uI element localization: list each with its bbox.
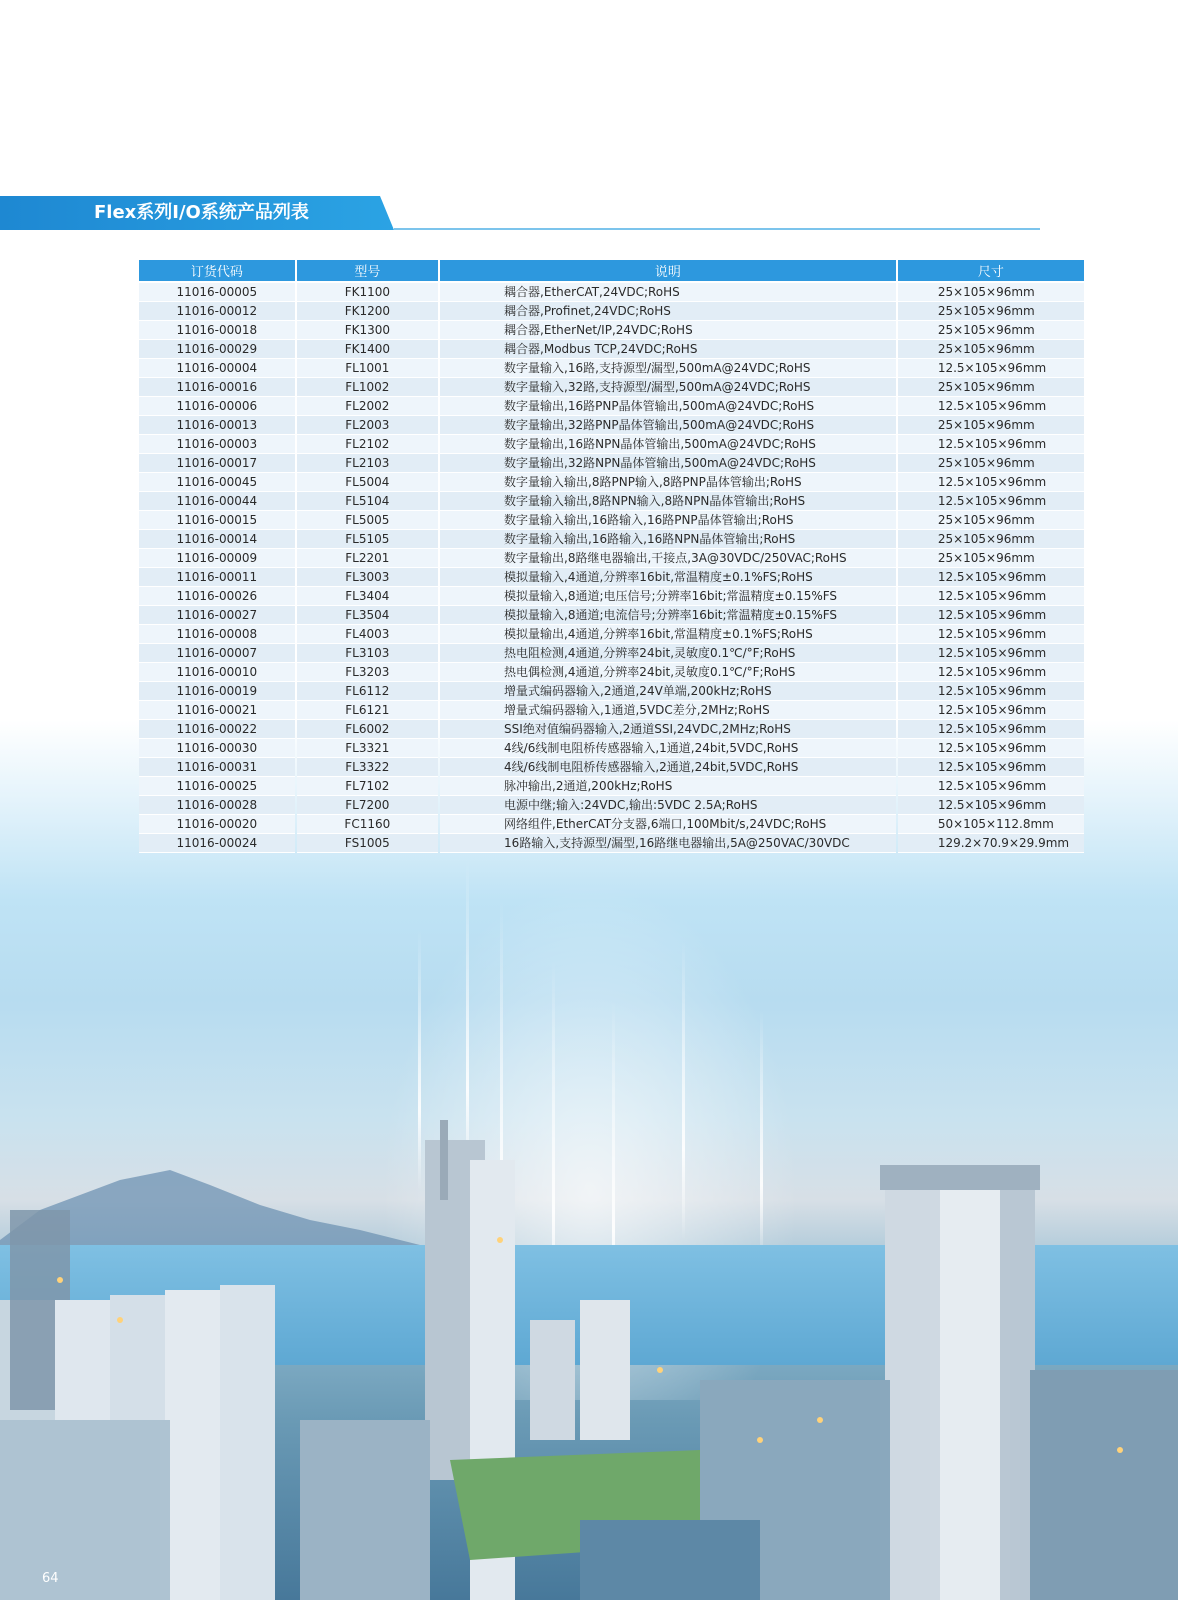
cell-order-code: 11016-00030: [139, 739, 295, 758]
cell-model: FL3322: [297, 758, 438, 777]
cell-order-code: 11016-00013: [139, 416, 295, 435]
cell-size: 12.5×105×96mm: [898, 435, 1084, 454]
cell-description: 耦合器,Modbus TCP,24VDC;RoHS: [440, 340, 896, 359]
cell-size: 12.5×105×96mm: [898, 720, 1084, 739]
table-row: [139, 758, 1084, 777]
cell-description: 耦合器,EtherNet/IP,24VDC;RoHS: [440, 321, 896, 340]
table-row: [139, 549, 1084, 568]
cell-description: 16路输入,支持源型/漏型,16路继电器输出,5A@250VAC/30VDC: [440, 834, 896, 853]
cell-description: 数字量输入输出,16路输入,16路NPN晶体管输出;RoHS: [440, 530, 896, 549]
cell-size: 25×105×96mm: [898, 283, 1084, 302]
cell-model: FL2201: [297, 549, 438, 568]
table-row: [139, 283, 1084, 302]
cell-order-code: 11016-00010: [139, 663, 295, 682]
cell-order-code: 11016-00021: [139, 701, 295, 720]
page-number: 64: [42, 1571, 59, 1586]
table-row: [139, 454, 1084, 473]
cell-order-code: 11016-00005: [139, 283, 295, 302]
cell-order-code: 11016-00027: [139, 606, 295, 625]
table-row: [139, 302, 1084, 321]
cell-model: FL2002: [297, 397, 438, 416]
cell-size: 25×105×96mm: [898, 321, 1084, 340]
cell-description: 4线/6线制电阻桥传感器输入,2通道,24bit,5VDC,RoHS: [440, 758, 896, 777]
cell-order-code: 11016-00009: [139, 549, 295, 568]
cell-model: FL1001: [297, 359, 438, 378]
cell-size: 12.5×105×96mm: [898, 739, 1084, 758]
cell-model: FL5005: [297, 511, 438, 530]
table-row: [139, 416, 1084, 435]
cell-order-code: 11016-00008: [139, 625, 295, 644]
cell-order-code: 11016-00022: [139, 720, 295, 739]
cell-size: 12.5×105×96mm: [898, 682, 1084, 701]
cell-order-code: 11016-00012: [139, 302, 295, 321]
cell-description: 脉冲输出,2通道,200kHz;RoHS: [440, 777, 896, 796]
cell-size: 12.5×105×96mm: [898, 473, 1084, 492]
cell-model: FL5104: [297, 492, 438, 511]
cell-size: 25×105×96mm: [898, 530, 1084, 549]
table-row: [139, 587, 1084, 606]
cell-model: FL6121: [297, 701, 438, 720]
cell-size: 25×105×96mm: [898, 511, 1084, 530]
cell-model: FS1005: [297, 834, 438, 853]
cell-description: 数字量输出,16路PNP晶体管输出,500mA@24VDC;RoHS: [440, 397, 896, 416]
cell-description: 热电阻检测,4通道,分辨率24bit,灵敏度0.1℃/°F;RoHS: [440, 644, 896, 663]
cell-size: 25×105×96mm: [898, 416, 1084, 435]
table-row: [139, 606, 1084, 625]
table-row: [139, 777, 1084, 796]
cell-description: 数字量输出,8路继电器输出,干接点,3A@30VDC/250VAC;RoHS: [440, 549, 896, 568]
cell-description: 网络组件,EtherCAT分支器,6端口,100Mbit/s,24VDC;RoHS: [440, 815, 896, 834]
cell-order-code: 11016-00015: [139, 511, 295, 530]
cell-model: FL2003: [297, 416, 438, 435]
header-order-code: 订货代码: [139, 260, 295, 283]
cell-model: FL3321: [297, 739, 438, 758]
cell-size: 12.5×105×96mm: [898, 796, 1084, 815]
table-row: [139, 568, 1084, 587]
cell-description: 电源中继;输入:24VDC,输出:5VDC 2.5A;RoHS: [440, 796, 896, 815]
cell-model: FL2103: [297, 454, 438, 473]
cell-order-code: 11016-00018: [139, 321, 295, 340]
product-list-table: [137, 260, 1086, 853]
cell-order-code: 11016-00019: [139, 682, 295, 701]
cell-model: FL2102: [297, 435, 438, 454]
cell-description: 模拟量输入,4通道,分辨率16bit,常温精度±0.1%FS;RoHS: [440, 568, 896, 587]
cell-order-code: 11016-00028: [139, 796, 295, 815]
cell-description: 增量式编码器输入,2通道,24V单端,200kHz;RoHS: [440, 682, 896, 701]
header-model: 型号: [297, 260, 438, 283]
industrial-plant-image: [0, 1120, 1178, 1600]
cell-model: FL1002: [297, 378, 438, 397]
table-row: [139, 473, 1084, 492]
table-row: [139, 796, 1084, 815]
table-row: [139, 834, 1084, 853]
cell-description: 数字量输出,32路PNP晶体管输出,500mA@24VDC;RoHS: [440, 416, 896, 435]
cell-size: 12.5×105×96mm: [898, 492, 1084, 511]
cell-size: 12.5×105×96mm: [898, 606, 1084, 625]
cell-model: FL4003: [297, 625, 438, 644]
cell-size: 12.5×105×96mm: [898, 644, 1084, 663]
cell-description: 耦合器,Profinet,24VDC;RoHS: [440, 302, 896, 321]
cell-size: 25×105×96mm: [898, 378, 1084, 397]
table-row: [139, 663, 1084, 682]
cell-description: 数字量输入输出,8路NPN输入,8路NPN晶体管输出;RoHS: [440, 492, 896, 511]
cell-model: FL7200: [297, 796, 438, 815]
cell-order-code: 11016-00020: [139, 815, 295, 834]
table-row: [139, 397, 1084, 416]
cell-size: 12.5×105×96mm: [898, 663, 1084, 682]
cell-model: FL5004: [297, 473, 438, 492]
cell-size: 12.5×105×96mm: [898, 359, 1084, 378]
table-row: [139, 340, 1084, 359]
cell-order-code: 11016-00017: [139, 454, 295, 473]
cell-size: 25×105×96mm: [898, 340, 1084, 359]
cell-order-code: 11016-00014: [139, 530, 295, 549]
cell-order-code: 11016-00006: [139, 397, 295, 416]
cell-model: FC1160: [297, 815, 438, 834]
table-row: [139, 511, 1084, 530]
cell-order-code: 11016-00011: [139, 568, 295, 587]
header-size: 尺寸: [898, 260, 1084, 283]
table-row: [139, 720, 1084, 739]
cell-description: 模拟量输入,8通道;电压信号;分辨率16bit;常温精度±0.15%FS: [440, 587, 896, 606]
cell-description: 数字量输出,16路NPN晶体管输出,500mA@24VDC;RoHS: [440, 435, 896, 454]
cell-size: 12.5×105×96mm: [898, 397, 1084, 416]
cell-model: FK1200: [297, 302, 438, 321]
cell-size: 12.5×105×96mm: [898, 568, 1084, 587]
cell-size: 50×105×112.8mm: [898, 815, 1084, 834]
cell-model: FL5105: [297, 530, 438, 549]
cell-description: 热电偶检测,4通道,分辨率24bit,灵敏度0.1℃/°F;RoHS: [440, 663, 896, 682]
cell-order-code: 11016-00003: [139, 435, 295, 454]
table-row: [139, 321, 1084, 340]
cell-description: 数字量输出,32路NPN晶体管输出,500mA@24VDC;RoHS: [440, 454, 896, 473]
cell-order-code: 11016-00004: [139, 359, 295, 378]
table-row: [139, 815, 1084, 834]
cell-size: 12.5×105×96mm: [898, 625, 1084, 644]
cell-size: 12.5×105×96mm: [898, 587, 1084, 606]
cell-model: FL7102: [297, 777, 438, 796]
table-row: [139, 644, 1084, 663]
table-row: [139, 739, 1084, 758]
cell-size: 129.2×70.9×29.9mm: [898, 834, 1084, 853]
cell-description: 模拟量输出,4通道,分辨率16bit,常温精度±0.1%FS;RoHS: [440, 625, 896, 644]
cell-model: FK1400: [297, 340, 438, 359]
cell-order-code: 11016-00029: [139, 340, 295, 359]
table-row: [139, 378, 1084, 397]
table-row: [139, 359, 1084, 378]
cell-order-code: 11016-00016: [139, 378, 295, 397]
cell-model: FL3203: [297, 663, 438, 682]
table-row: [139, 701, 1084, 720]
table-row: [139, 625, 1084, 644]
cell-order-code: 11016-00026: [139, 587, 295, 606]
cell-description: 4线/6线制电阻桥传感器输入,1通道,24bit,5VDC,RoHS: [440, 739, 896, 758]
table-header-row: [139, 260, 1084, 283]
cell-size: 12.5×105×96mm: [898, 758, 1084, 777]
cell-order-code: 11016-00024: [139, 834, 295, 853]
product-table: [139, 260, 1084, 853]
section-header-rule: [394, 228, 1040, 230]
cell-order-code: 11016-00045: [139, 473, 295, 492]
table-row: [139, 435, 1084, 454]
cell-size: 25×105×96mm: [898, 302, 1084, 321]
cell-description: 数字量输入,16路,支持源型/漏型,500mA@24VDC;RoHS: [440, 359, 896, 378]
table-row: [139, 530, 1084, 549]
cell-model: FL6002: [297, 720, 438, 739]
cell-model: FL3504: [297, 606, 438, 625]
cell-order-code: 11016-00044: [139, 492, 295, 511]
table-row: [139, 682, 1084, 701]
cell-size: 25×105×96mm: [898, 454, 1084, 473]
cell-model: FL6112: [297, 682, 438, 701]
cell-model: FK1300: [297, 321, 438, 340]
table-row: [139, 492, 1084, 511]
cell-description: 模拟量输入,8通道;电流信号;分辨率16bit;常温精度±0.15%FS: [440, 606, 896, 625]
cell-size: 12.5×105×96mm: [898, 701, 1084, 720]
cell-model: FK1100: [297, 283, 438, 302]
cell-description: SSI绝对值编码器输入,2通道SSI,24VDC,2MHz;RoHS: [440, 720, 896, 739]
cell-description: 数字量输入输出,16路输入,16路PNP晶体管输出;RoHS: [440, 511, 896, 530]
cell-description: 增量式编码器输入,1通道,5VDC差分,2MHz;RoHS: [440, 701, 896, 720]
cell-order-code: 11016-00025: [139, 777, 295, 796]
cell-model: FL3103: [297, 644, 438, 663]
section-title: Flex系列I/O系统产品列表: [94, 202, 309, 223]
cell-order-code: 11016-00007: [139, 644, 295, 663]
cell-description: 数字量输入,32路,支持源型/漏型,500mA@24VDC;RoHS: [440, 378, 896, 397]
header-description: 说明: [440, 260, 896, 283]
cell-description: 耦合器,EtherCAT,24VDC;RoHS: [440, 283, 896, 302]
cell-model: FL3404: [297, 587, 438, 606]
cell-description: 数字量输入输出,8路PNP输入,8路PNP晶体管输出;RoHS: [440, 473, 896, 492]
cell-model: FL3003: [297, 568, 438, 587]
cell-order-code: 11016-00031: [139, 758, 295, 777]
cell-size: 25×105×96mm: [898, 549, 1084, 568]
cell-size: 12.5×105×96mm: [898, 777, 1084, 796]
